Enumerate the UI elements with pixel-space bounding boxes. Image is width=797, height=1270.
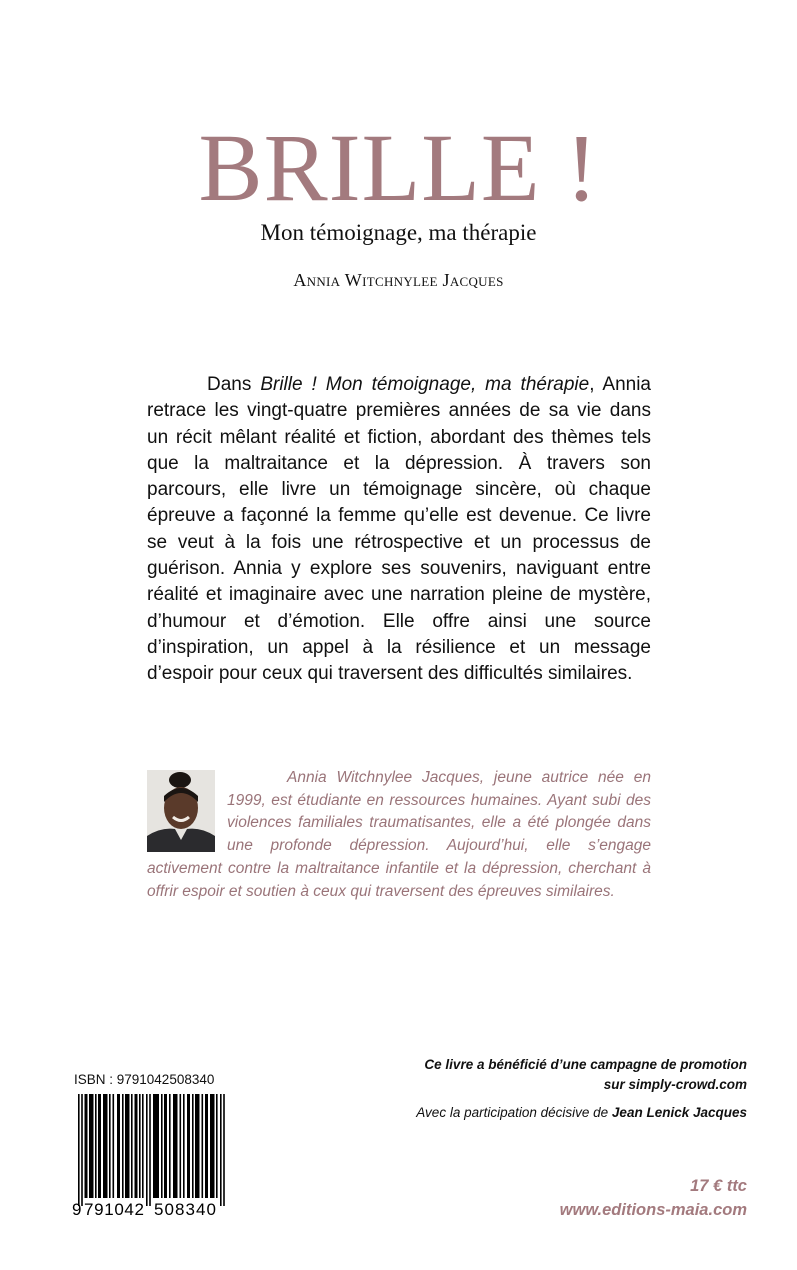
author-name: Annia Witchnylee Jacques <box>293 270 504 290</box>
svg-text:9: 9 <box>72 1200 82 1216</box>
author-photo <box>147 770 215 852</box>
promotion-notice <box>347 1055 747 1123</box>
participation-line: Avec la participation décisive de Jean Lenick Jacques <box>416 1105 747 1120</box>
blurb-lead: Dans <box>207 374 261 395</box>
blurb-body: , Annia retrace les vingt-quatre premières années de sa vie dans un récit mêlant réalité et fiction, abordant des thèmes tels que la maltraitance et la dépression. À travers son parcours, elle livre un témoignage sincère, où chaque épreuve a façonné la femme qu’elle est devenue. Ce livre se veut à la fois une rétrospective et un processus de guérison. Annia y explore ses souvenirs, naviguant entre réalité et imaginaire avec une narration pleine de mystère, d’humour et d’émotion. Elle offre ainsi une source d’inspiration, un appel à la résilience et un message d’espoir pour ceux qui traversent des difficultés similaires. <box>147 374 651 685</box>
price: 17 € ttc <box>690 1177 747 1195</box>
author-portrait-icon <box>147 770 215 852</box>
barcode-icon <box>72 1094 232 1216</box>
svg-text:791042: 791042 <box>84 1200 144 1216</box>
book-title: BRILLE ! <box>198 114 599 221</box>
svg-text:508340: 508340 <box>154 1200 216 1216</box>
blurb-book-title: Brille ! Mon témoignage, ma thérapie <box>260 374 590 395</box>
book-subtitle: Mon témoignage, ma thérapie <box>260 220 537 245</box>
book-blurb <box>147 372 651 688</box>
promo-line-2: sur simply-crowd.com <box>603 1077 747 1092</box>
price-block <box>560 1174 747 1222</box>
participant-name: Jean Lenick Jacques <box>611 1105 747 1120</box>
author-bio <box>147 767 651 903</box>
publisher-website: www.editions-maia.com <box>559 1201 747 1219</box>
promo-line-1: Ce livre a bénéficié d’une campagne de promotion <box>424 1057 747 1072</box>
isbn-label: ISBN : 9791042508340 <box>74 1072 215 1087</box>
isbn-barcode <box>72 1094 232 1216</box>
bio-text: Annia Witchnylee Jacques, jeune autrice née en 1999, est étudiante en ressources humaines. Ayant subi des violences familiales traumatisantes, elle a été plongée dans une profonde dépression. Aujourd’hui, elle s’engage activement contre la maltraitance infantile et la dépression, cherchant à offrir espoir et soutien à ceux qui traversent des épreuves similaires. <box>147 769 651 900</box>
